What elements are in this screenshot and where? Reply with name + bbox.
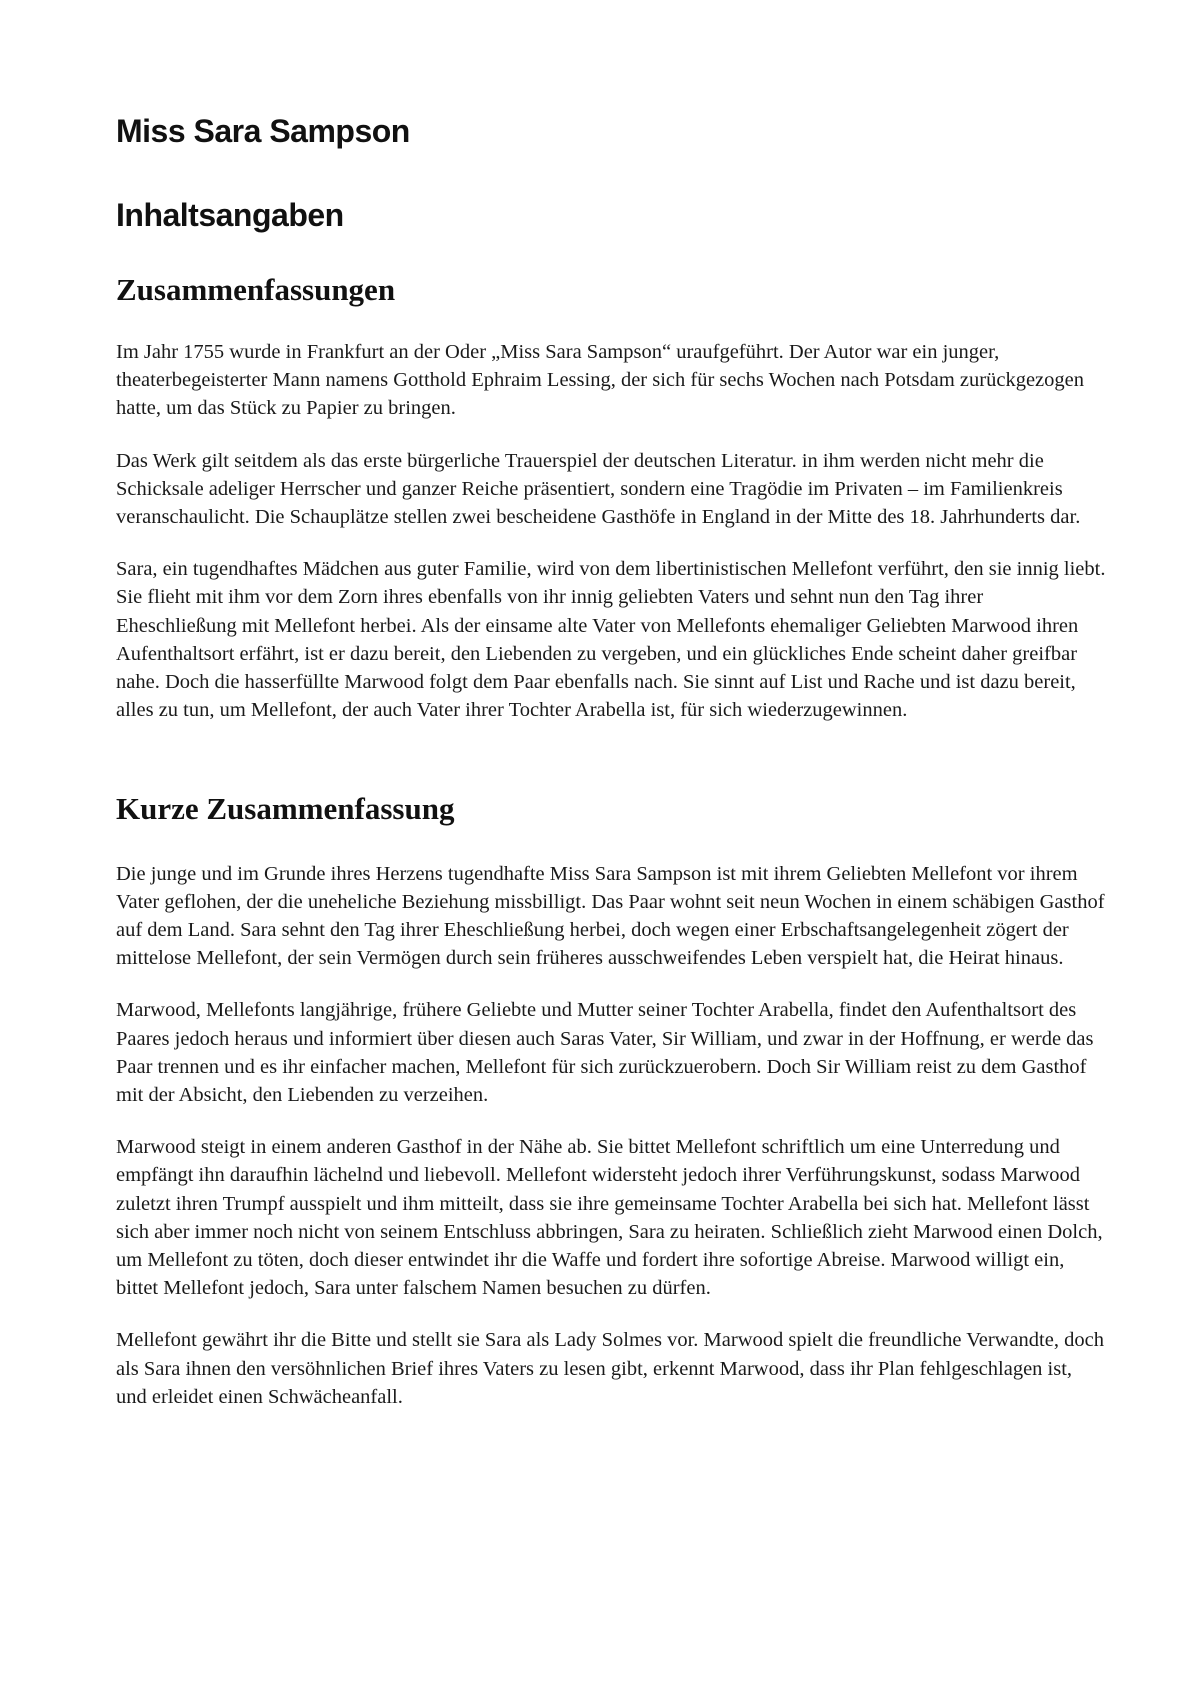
section2-paragraph-4: Mellefont gewährt ihr die Bitte und stellt sie Sara als Lady Solmes vor. Marwood spielt die freundliche Verwandte, doch als Sara ihnen den versöhnlichen Brief ihres Vaters zu lesen gibt, erkennt Marwood, dass ihr Plan fehlgeschlagen ist, und erleidet einen Schwächeanfall. <box>116 1329 1104 1408</box>
section2-paragraph-3: Marwood steigt in einem anderen Gasthof in der Nähe ab. Sie bittet Mellefont schriftlich um eine Unterredung und empfängt ihn daraufhin lächelnd und liebevoll. Mellefont widersteht jedoch ihrer Verführungskunst, sodass Marwood zuletzt ihren Trumpf ausspielt und ihm mitteilt, dass sie ihre gemeinsame Tochter Arabella bei sich hat. Mellefont lässt sich aber immer noch nicht von seinem Entschluss abbringen, Sara zu heiraten. Schließlich zieht Marwood einen Dolch, um Mellefont zu töten, doch dieser entwindet ihr die Waffe und fordert ihre sofortige Abreise. Marwood willigt ein, bittet Mellefont jedoch, Sara unter falschem Namen besuchen zu dürfen. <box>116 1136 1103 1300</box>
section2-paragraph-1: Die junge und im Grunde ihres Herzens tugendhafte Miss Sara Sampson ist mit ihrem Geliebten Mellefont vor ihrem Vater geflohen, der die uneheliche Beziehung missbilligt. Das Paar wohnt seit neun Wochen in einem schäbigen Gasthof auf dem Land. Sara sehnt den Tag ihrer Eheschließung herbei, doch wegen einer Erbschaftsangelegenheit zögert der mittelose Mellefont, der sein Vermögen durch sein früheres ausschweifendes Leben verspielt hat, die Heirat hinaus. <box>116 862 1105 970</box>
document-title: Miss Sara Sampson <box>116 113 410 149</box>
section1-paragraph-1: Im Jahr 1755 wurde in Frankfurt an der Oder „Miss Sara Sampson“ uraufgeführt. Der Autor war ein junger, theaterbegeisterter Mann namens Gotthold Ephraim Lessing, der sich für sechs Wochen nach Potsdam zurückgezogen hatte, um das Stück zu Papier zu bringen. <box>116 340 1085 420</box>
section-heading-zusammenfassungen: Zusammenfassungen <box>116 271 396 307</box>
section1-paragraph-3: Sara, ein tugendhaftes Mädchen aus guter Familie, wird von dem libertinistischen Mellefont verführt, den sie innig liebt. Sie flieht mit ihm vor dem Zorn ihres ebenfalls von ihr innig geliebten Vaters und sehnt nun den Tag ihrer Eheschließung mit Mellefont herbei. Als der einsame alte Vater von Mellefonts ehemaliger Geliebten Marwood ihren Aufenthaltsort erfährt, ist er dazu bereit, den Liebenden zu vergeben, und ein glückliches Ende scheint daher greifbar nahe. Doch die hasserfüllte Marwood folgt dem Paar ebenfalls nach. Sie sinnt auf List und Rache und ist dazu bereit, alles zu tun, um Mellefont, der auch Vater ihrer Tochter Arabella ist, für sich wiederzugewinnen. <box>116 558 1106 722</box>
document-subtitle: Inhaltsangaben <box>116 197 344 234</box>
document-content <box>116 112 1106 1435</box>
section2-paragraph-2: Marwood, Mellefonts langjährige, frühere Geliebte und Mutter seiner Tochter Arabella, findet den Aufenthaltsort des Paares jedoch heraus und informiert über diesen auch Saras Vater, Sir William, und zwar in der Hoffnung, er werde das Paar trennen und es ihr einfacher machen, Mellefont für sich zurückzuerobern. Doch Sir William reist zu dem Gasthof mit der Absicht, den Liebenden zu verzeihen. <box>116 999 1094 1107</box>
section1-paragraph-2: Das Werk gilt seitdem als das erste bürgerliche Trauerspiel der deutschen Literatur. in ihm werden nicht mehr die Schicksale adeliger Herrscher und ganzer Reiche präsentiert, sondern eine Tragödie im Privaten – im Familienkreis veranschaulicht. Die Schauplätze stellen zwei bescheidene Gasthöfe in England in der Mitte des 18. Jahrhunderts dar. <box>116 449 1081 528</box>
section-heading-kurze-zusammenfassung: Kurze Zusammenfassung <box>116 791 455 827</box>
